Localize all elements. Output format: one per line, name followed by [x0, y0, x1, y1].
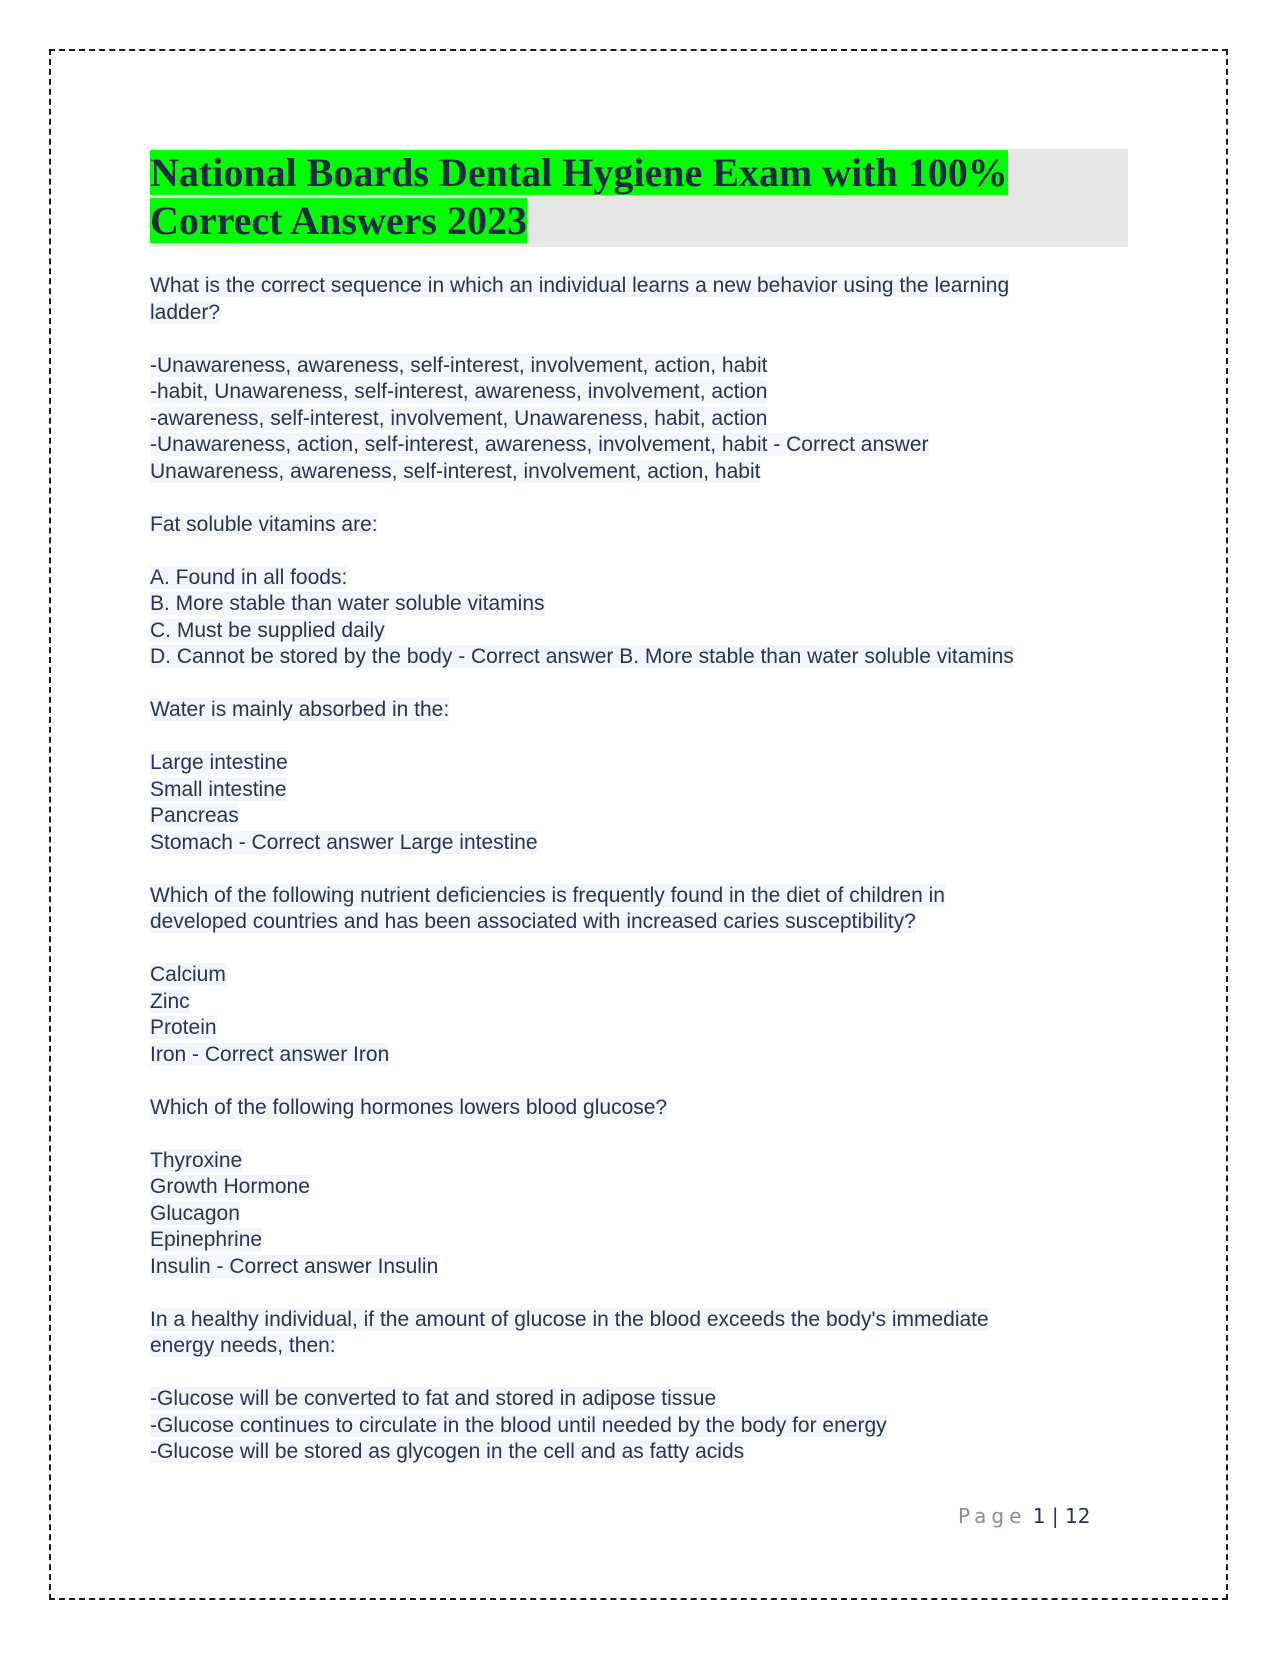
option-line: Protein	[150, 1016, 217, 1039]
text-line: Fat soluble vitamins are:	[150, 512, 378, 536]
answer-line: Unawareness, awareness, self-interest, involvement, action, habit	[150, 459, 761, 483]
page-number: 1	[1032, 1504, 1046, 1528]
options-4	[150, 962, 1140, 1068]
options-5	[150, 1148, 1140, 1281]
option-line: Insulin - Correct answer Insulin	[150, 1254, 439, 1278]
options-2	[150, 565, 1140, 671]
option-line: B. More stable than water soluble vitamins	[150, 592, 545, 615]
question-2	[150, 512, 1140, 539]
text-line: What is the correct sequence in which an individual learns a new behavior using the learning	[150, 274, 1010, 297]
options-3	[150, 750, 1140, 856]
page-separator: |	[1051, 1504, 1059, 1528]
total-pages: 12	[1064, 1504, 1091, 1528]
option-line: Calcium	[150, 963, 226, 986]
option-line: -Unawareness, action, self-interest, awareness, involvement, habit - Correct answer	[150, 433, 929, 456]
option-line: Zinc	[150, 989, 190, 1013]
text-line: In a healthy individual, if the amount of glucose in the blood exceeds the body's immediate	[150, 1307, 989, 1331]
option-line: C. Must be supplied daily	[150, 618, 385, 642]
text-line: Water is mainly absorbed in the:	[150, 698, 450, 721]
option-line: -Glucose will be stored as glycogen in the cell and as fatty acids	[150, 1440, 745, 1463]
option-line: A. Found in all foods:	[150, 565, 348, 589]
page-footer	[958, 1504, 1090, 1528]
option-line: -awareness, self-interest, involvement, Unawareness, habit, action	[150, 406, 768, 430]
option-line: -Unawareness, awareness, self-interest, involvement, action, habit	[150, 353, 768, 377]
option-line: D. Cannot be stored by the body - Correct answer B. More stable than water soluble vitamins	[150, 645, 1014, 668]
title-line-1: National Boards Dental Hygiene Exam with 100%	[150, 150, 1008, 195]
question-5	[150, 1095, 1140, 1122]
option-line: Growth Hormone	[150, 1175, 310, 1198]
text-line: developed countries and has been associated with increased caries susceptibility?	[150, 910, 916, 933]
option-line: -Glucose continues to circulate in the blood until needed by the body for energy	[150, 1413, 887, 1437]
question-4	[150, 883, 1140, 936]
option-line: Large intestine	[150, 751, 288, 774]
title-block	[150, 149, 1128, 247]
option-line: Iron - Correct answer Iron	[150, 1042, 390, 1066]
text-line: ladder?	[150, 300, 221, 324]
document-body	[150, 273, 1140, 1466]
option-line: Glucagon	[150, 1201, 240, 1225]
text-line: energy needs, then:	[150, 1334, 336, 1357]
question-6	[150, 1307, 1140, 1360]
question-1	[150, 273, 1140, 326]
title-line-2: Correct Answers 2023	[150, 198, 527, 243]
option-line: -habit, Unawareness, self-interest, awareness, involvement, action	[150, 380, 768, 403]
options-1	[150, 353, 1140, 486]
option-line: Stomach - Correct answer Large intestine	[150, 830, 538, 854]
options-6	[150, 1386, 1140, 1466]
option-line: Pancreas	[150, 804, 239, 827]
page-label: Page	[958, 1504, 1027, 1528]
text-line: Which of the following nutrient deficiencies is frequently found in the diet of children in	[150, 883, 945, 907]
option-line: Small intestine	[150, 777, 287, 801]
option-line: Thyroxine	[150, 1148, 243, 1172]
question-3	[150, 697, 1140, 724]
text-line: Which of the following hormones lowers blood glucose?	[150, 1095, 668, 1119]
page-title	[150, 149, 1128, 245]
option-line: -Glucose will be converted to fat and stored in adipose tissue	[150, 1387, 717, 1410]
option-line: Epinephrine	[150, 1228, 263, 1251]
